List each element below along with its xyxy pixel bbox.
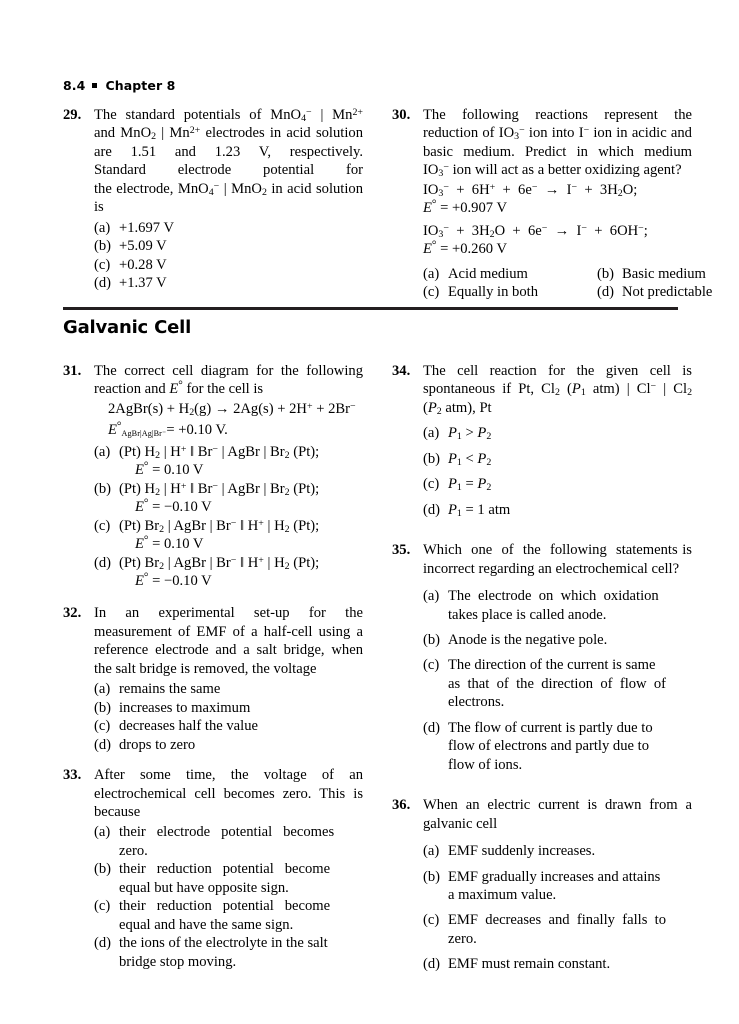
option-a[interactable] (423, 587, 692, 624)
question-stem: The following reactions represent the reduction of $IO_3^-$ ion into I− ion in acidic and basic medium. Predict in which medium $IO_3^-$ ion will act as a better oxidizing agent? (423, 107, 692, 180)
question-stem: The cell reaction for the given cell is spontaneous if Pt, $Cl_2$ ($P_1$ atm) | Cl− | $Cl_2$ ($P_2$ atm), Pt (423, 363, 693, 418)
option-text-line1: their electrode potential becomes (119, 824, 335, 841)
option-text-line1: The electrode on which oxidation (448, 588, 659, 605)
option-label: (b) (423, 631, 441, 648)
option-b[interactable] (423, 631, 692, 649)
option-c[interactable] (94, 517, 363, 554)
column-left-bottom (63, 362, 363, 982)
option-text-line1: EMF gradually increases and attains (448, 868, 661, 885)
option-text-line2: takes place is called anode. (448, 606, 607, 623)
option-cell-diagram: (Pt) $H_2$ | H+ ‖ Br− | AgBr | $Br_2$ (Pt); (119, 443, 320, 461)
option-cell-diagram: (Pt) $H_2$ | H+ ‖ Br− | AgBr | $Br_2$ (Pt); (119, 480, 320, 498)
option-text: Basic medium (622, 265, 706, 282)
option-label: (a) (423, 588, 440, 605)
equation-acidic-emf: E° = +0.907 V (423, 198, 508, 217)
option-c[interactable] (94, 717, 363, 735)
option-a[interactable] (423, 265, 597, 283)
option-text-line1: EMF must remain constant. (448, 956, 611, 973)
question-number: 31. (63, 363, 82, 379)
option-d[interactable] (423, 719, 692, 774)
column-left-top (63, 106, 363, 304)
option-label: (a) (423, 265, 440, 282)
option-d[interactable] (94, 736, 363, 754)
question-33 (63, 766, 363, 971)
question-31 (63, 362, 363, 590)
option-label: (c) (94, 517, 111, 534)
equation-standard-emf: E°AgBr|Ag|Br⁻= +0.10 V. (108, 420, 228, 439)
option-c[interactable] (423, 911, 692, 948)
option-b[interactable] (423, 868, 692, 905)
option-text: Not predictable (622, 284, 713, 301)
option-text-line1: The flow of current is partly due to (448, 719, 653, 736)
option-text: increases to maximum (119, 699, 251, 716)
option-text-line2: zero. (448, 930, 477, 947)
option-label: (d) (94, 736, 112, 753)
option-a[interactable] (94, 823, 363, 860)
section-divider-rule (63, 307, 678, 310)
equation-acidic: $IO_3^- + 6H^+ + 6e^- \to I^- + 3H_2O$; (423, 181, 638, 199)
question-34 (392, 362, 692, 519)
options-list (423, 842, 692, 974)
question-number: 36. (392, 797, 411, 814)
options-list (94, 443, 363, 591)
running-head (63, 78, 175, 93)
option-cell-diagram: (Pt) $Br_2$ | AgBr | Br− ‖ H+ | $H_2$ (Pt); (119, 554, 320, 572)
option-a[interactable] (94, 219, 363, 237)
question-number: 32. (63, 605, 82, 622)
option-a[interactable] (94, 443, 363, 480)
equation-cell-reaction: 2AgBr(s) + $H_2(g) \to 2Ag(s) + 2H^+ + 2Br^-$ (108, 400, 356, 419)
option-text: drops to zero (119, 736, 196, 753)
option-b[interactable] (94, 480, 363, 517)
option-label: (b) (94, 480, 112, 497)
option-text-line2: zero. (119, 842, 148, 859)
chapter-label: Chapter 8 (105, 78, 176, 93)
question-stem: In an experimental set-up for the measurement of EMF of a half-cell using a reference electrode and a salt bridge, when the salt bridge is removed, the voltage (94, 605, 363, 677)
option-text: +1.697 V (119, 219, 174, 236)
options-list (94, 680, 363, 754)
question-number: 35. (392, 542, 411, 559)
equation-basic-emf: E° = +0.260 V (423, 239, 508, 258)
option-text-line1: EMF suddenly increases. (448, 843, 596, 860)
option-c[interactable] (94, 897, 363, 934)
option-text: +5.09 V (119, 238, 167, 255)
option-c[interactable] (423, 283, 597, 301)
option-label: (b) (423, 868, 441, 885)
option-d[interactable] (94, 934, 363, 971)
option-d[interactable] (423, 955, 692, 973)
column-right-bottom (392, 362, 692, 985)
option-label: (b) (423, 450, 441, 467)
column-right-top (392, 106, 713, 313)
option-c[interactable] (423, 475, 692, 493)
option-d[interactable] (423, 501, 692, 519)
option-b[interactable] (597, 265, 706, 283)
option-a[interactable] (423, 842, 692, 860)
question-number: 29. (63, 107, 82, 123)
option-label: (a) (423, 425, 440, 442)
option-label: (a) (94, 824, 111, 841)
option-text-line2: equal but have opposite sign. (119, 879, 289, 896)
option-label: (c) (423, 657, 440, 674)
options-row-2 (423, 283, 713, 301)
option-text: decreases half the value (119, 718, 258, 735)
question-stem: When an electric current is drawn from a galvanic cell (423, 797, 692, 832)
question-35 (392, 541, 692, 774)
option-d[interactable] (597, 283, 712, 301)
option-label: (d) (94, 275, 112, 292)
option-label: (c) (423, 284, 440, 301)
option-d[interactable] (94, 274, 363, 292)
option-label: (b) (597, 265, 615, 282)
question-stem: Which one of the following statements is incorrect regarding an electrochemical cell? (423, 542, 692, 577)
option-label: (d) (94, 554, 112, 571)
option-label: (c) (423, 476, 440, 493)
option-label: (b) (94, 699, 112, 716)
question-number: 34. (392, 363, 411, 379)
option-label: (c) (94, 718, 111, 735)
question-stem: The standard potentials of MnO$_4$− | $Mn^{2+}$ and MnO$_2$ | $Mn^{2+}$ electrodes in acid solution are 1.51 and 1.23 V, respectively. Standard electrode potential for the electrode, MnO$_4$− | MnO$_2$ in acid solution is (94, 106, 364, 216)
option-d[interactable] (94, 554, 363, 591)
emf-subscript: AgBr|Ag|Br⁻ (121, 429, 167, 439)
option-label: (a) (94, 443, 111, 460)
option-text: +0.28 V (119, 256, 167, 273)
option-text: $P_1 = P_2$ (448, 476, 492, 494)
option-text-line1: their reduction potential become (119, 861, 331, 878)
question-stem: After some time, the voltage of an electrochemical cell becomes zero. This is because (94, 767, 363, 820)
question-number: 33. (63, 767, 82, 784)
option-label: (a) (94, 681, 111, 698)
option-label: (d) (423, 956, 441, 973)
option-text-line1: Anode is the negative pole. (448, 631, 608, 648)
option-cell-diagram: (Pt) $Br_2$ | AgBr | Br− ‖ H+ | $H_2$ (Pt); (119, 517, 320, 535)
option-a[interactable] (94, 680, 363, 698)
option-c[interactable] (423, 656, 692, 711)
option-label: (d) (423, 719, 441, 736)
options-list (94, 823, 363, 971)
option-text-line2: bridge stop moving. (119, 953, 237, 970)
page-folio: 8.4 (63, 78, 86, 93)
option-text-line3: electrons. (448, 694, 505, 711)
option-label: (a) (423, 843, 440, 860)
option-text-line3: flow of ions. (448, 756, 523, 773)
option-text: +1.37 V (119, 275, 167, 292)
options-list (423, 265, 713, 302)
option-label: (d) (423, 501, 441, 518)
option-label: (c) (94, 898, 111, 915)
option-text-line1: EMF decreases and finally falls to (448, 912, 667, 929)
option-text-line2: as that of the direction of flow of (448, 675, 667, 692)
option-text: $P_1 < P_2$ (448, 450, 492, 468)
option-emf: E° = 0.10 V (135, 534, 204, 553)
square-bullet-icon (92, 83, 97, 88)
option-text-line2: equal and have the same sign. (119, 916, 294, 933)
option-label: (a) (94, 219, 111, 236)
option-text-line2: a maximum value. (448, 886, 557, 903)
option-text-line1: the ions of the electrolyte in the salt (119, 935, 328, 952)
question-number: 30. (392, 107, 411, 123)
option-text: $P_1 = 1$ atm (448, 501, 511, 519)
options-row-1 (423, 265, 706, 283)
option-label: (b) (94, 238, 112, 255)
option-label: (c) (94, 256, 111, 273)
option-b[interactable] (94, 860, 363, 897)
option-b[interactable] (423, 450, 692, 468)
option-emf: E° = −0.10 V (135, 497, 212, 516)
question-stem: The correct cell diagram for the following reaction and E° for the cell is (94, 363, 363, 398)
question-29 (63, 106, 363, 293)
section-heading: Galvanic Cell (63, 317, 192, 338)
option-label: (d) (597, 284, 615, 301)
options-list (423, 424, 692, 519)
option-text: Equally in both (448, 284, 538, 301)
option-text: $P_1 > P_2$ (448, 425, 492, 443)
option-text-line2: flow of electrons and partly due to (448, 738, 650, 755)
option-text: Acid medium (448, 265, 528, 282)
emf-value: = +0.10 V. (166, 422, 228, 439)
option-emf: E° = −0.10 V (135, 571, 212, 589)
option-emf: E° = 0.10 V (135, 460, 204, 479)
option-a[interactable] (423, 424, 692, 442)
question-30 (392, 106, 713, 302)
option-b[interactable] (94, 237, 363, 255)
option-label: (d) (94, 935, 112, 952)
option-b[interactable] (94, 699, 363, 717)
option-text: remains the same (119, 681, 221, 698)
option-c[interactable] (94, 256, 363, 274)
options-list (94, 219, 363, 293)
question-36 (392, 796, 692, 974)
options-list (423, 587, 692, 774)
option-label: (c) (423, 912, 440, 929)
option-text-line1: The direction of the current is same (448, 657, 656, 674)
option-label: (b) (94, 861, 112, 878)
option-text-line1: their reduction potential become (119, 898, 331, 915)
equation-basic: $IO_3^- + 3H_2O + 6e^- \to I^- + 6OH^-$; (423, 222, 648, 240)
question-32 (63, 604, 363, 754)
